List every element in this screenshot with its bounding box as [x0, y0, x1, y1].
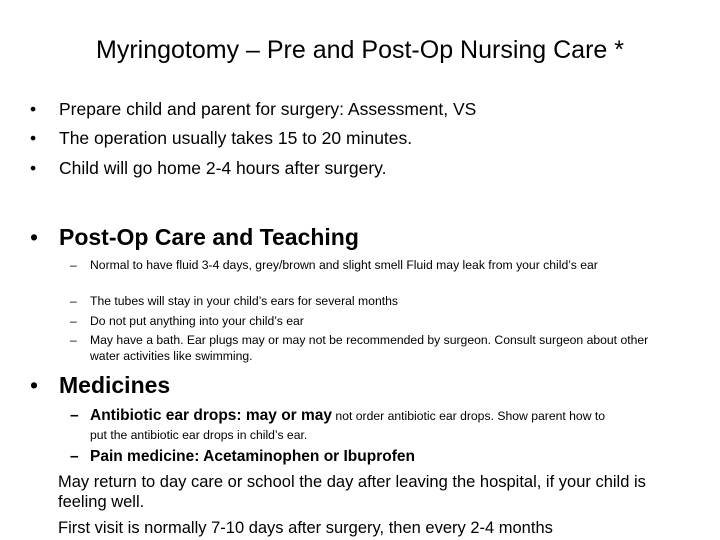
pre-op-item-text: The operation usually takes 15 to 20 minutes.	[59, 128, 413, 148]
post-op-item	[72, 257, 675, 273]
post-op-item-text: Normal to have fluid 3-4 days, grey/brown and slight smell Fluid may leak from your child’s ear	[90, 258, 598, 272]
pre-op-item-text: Child will go home 2-4 hours after surgery.	[59, 158, 387, 178]
post-op-heading	[30, 223, 359, 251]
visit-text: First visit is normally 7-10 days after surgery, then every 2-4 months	[58, 519, 553, 537]
post-op-item	[72, 332, 675, 364]
antibiotic-lead: Antibiotic ear drops: may or may	[90, 407, 333, 424]
dash-icon: –	[70, 314, 77, 328]
medicines-heading-text: Medicines	[59, 372, 171, 398]
bullet-icon: •	[30, 372, 39, 398]
pre-op-item	[30, 98, 476, 120]
dash-icon: –	[70, 258, 77, 272]
dash-icon: –	[70, 294, 77, 308]
post-op-heading-text: Post-Op Care and Teaching	[59, 224, 359, 250]
dash-icon: –	[70, 407, 79, 424]
pre-op-item	[30, 157, 386, 179]
bullet-icon: •	[30, 158, 37, 178]
dash-icon: –	[70, 333, 77, 347]
bullet-icon: •	[30, 224, 39, 250]
post-op-item-text: The tubes will stay in your child’s ears for several months	[90, 294, 398, 308]
antibiotic-rest: not order antibiotic ear drops. Show parent how to	[332, 409, 606, 423]
pre-op-item-text: Prepare child and parent for surgery: Assessment, VS	[59, 99, 477, 119]
return-text: May return to day care or school the day after leaving the hospital, if your child is feeling well.	[58, 473, 646, 511]
dash-icon: –	[70, 448, 79, 465]
pain-text: Pain medicine: Acetaminophen or Ibuprofen	[90, 448, 415, 465]
slide-title: Myringotomy – Pre and Post-Op Nursing Care *	[96, 36, 624, 64]
post-op-item-text: May have a bath. Ear plugs may or may not be recommended by surgeon. Consult surgeon about other water activities like swimming.	[90, 333, 649, 363]
post-op-item	[72, 293, 675, 309]
pre-op-item	[30, 127, 412, 149]
antibiotic-wrap: put the antibiotic ear drops in child’s ear.	[90, 428, 308, 442]
post-op-item	[72, 313, 675, 329]
antibiotic-item	[70, 407, 605, 425]
bullet-icon: •	[30, 128, 37, 148]
pain-item	[70, 448, 415, 466]
medicines-heading	[30, 371, 170, 399]
bullet-icon: •	[30, 99, 37, 119]
post-op-item-text: Do not put anything into your child’s ear	[90, 314, 304, 328]
